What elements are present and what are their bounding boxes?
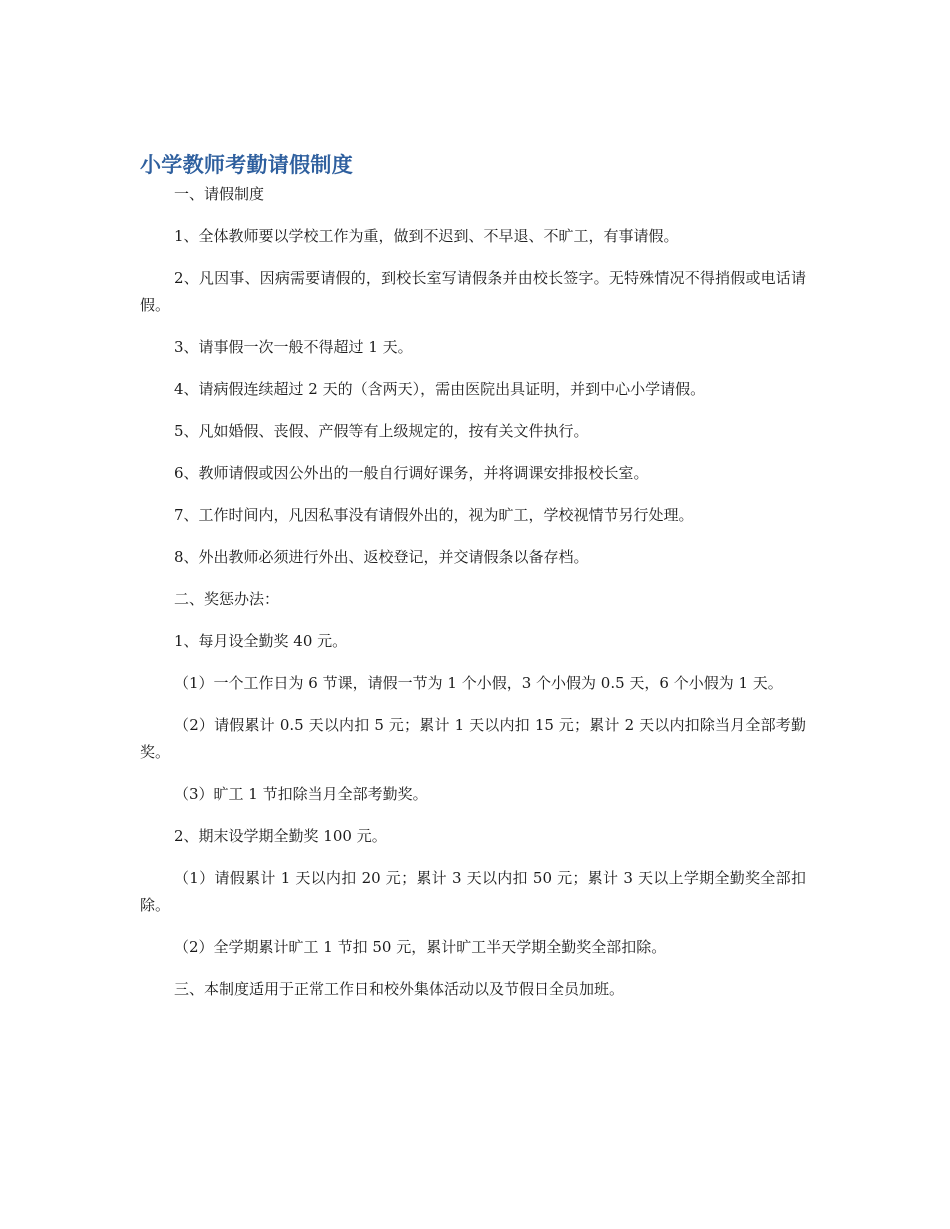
paragraph: 1、全体教师要以学校工作为重，做到不迟到、不早退、不旷工，有事请假。 xyxy=(174,227,679,245)
paragraph: 8、外出教师必须进行外出、返校登记，并交请假条以备存档。 xyxy=(174,548,589,566)
paragraph: 6、教师请假或因公外出的一般自行调好课务，并将调课安排报校长室。 xyxy=(174,464,649,482)
section-heading: 二、奖惩办法： xyxy=(174,590,280,608)
paragraph: （1）一个工作日为 6 节课，请假一节为 1 个小假，3 个小假为 0.5 天，6 个小假为 1 天。 xyxy=(174,674,783,692)
paragraph: 7、工作时间内，凡因私事没有请假外出的，视为旷工，学校视情节另行处理。 xyxy=(174,506,694,524)
paragraph: 1、每月设全勤奖 40 元。 xyxy=(174,632,348,650)
paragraph: 5、凡如婚假、丧假、产假等有上级规定的，按有关文件执行。 xyxy=(174,422,589,440)
section-heading: 一、请假制度 xyxy=(174,185,265,203)
paragraph: （2）全学期累计旷工 1 节扣 50 元，累计旷工半天学期全勤奖全部扣除。 xyxy=(174,938,667,956)
paragraph: 2、凡因事、因病需要请假的，到校长室写请假条并由校长签字。无特殊情况不得捎假或电话请假。 xyxy=(140,269,806,314)
paragraph: （1）请假累计 1 天以内扣 20 元；累计 3 天以内扣 50 元；累计 3 天以上学期全勤奖全部扣除。 xyxy=(140,869,806,914)
document-title: 小学教师考勤请假制度 xyxy=(140,153,353,177)
paragraph: 4、请病假连续超过 2 天的（含两天），需由医院出具证明，并到中心小学请假。 xyxy=(174,380,706,398)
section-heading: 三、本制度适用于正常工作日和校外集体活动以及节假日全员加班。 xyxy=(174,980,625,998)
paragraph: （3）旷工 1 节扣除当月全部考勤奖。 xyxy=(174,785,428,803)
paragraph: 3、请事假一次一般不得超过 1 天。 xyxy=(174,338,413,356)
paragraph: （2）请假累计 0.5 天以内扣 5 元；累计 1 天以内扣 15 元；累计 2 天以内扣除当月全部考勤奖。 xyxy=(140,716,806,761)
paragraph: 2、期末设学期全勤奖 100 元。 xyxy=(174,827,387,845)
document-body xyxy=(140,150,806,1018)
